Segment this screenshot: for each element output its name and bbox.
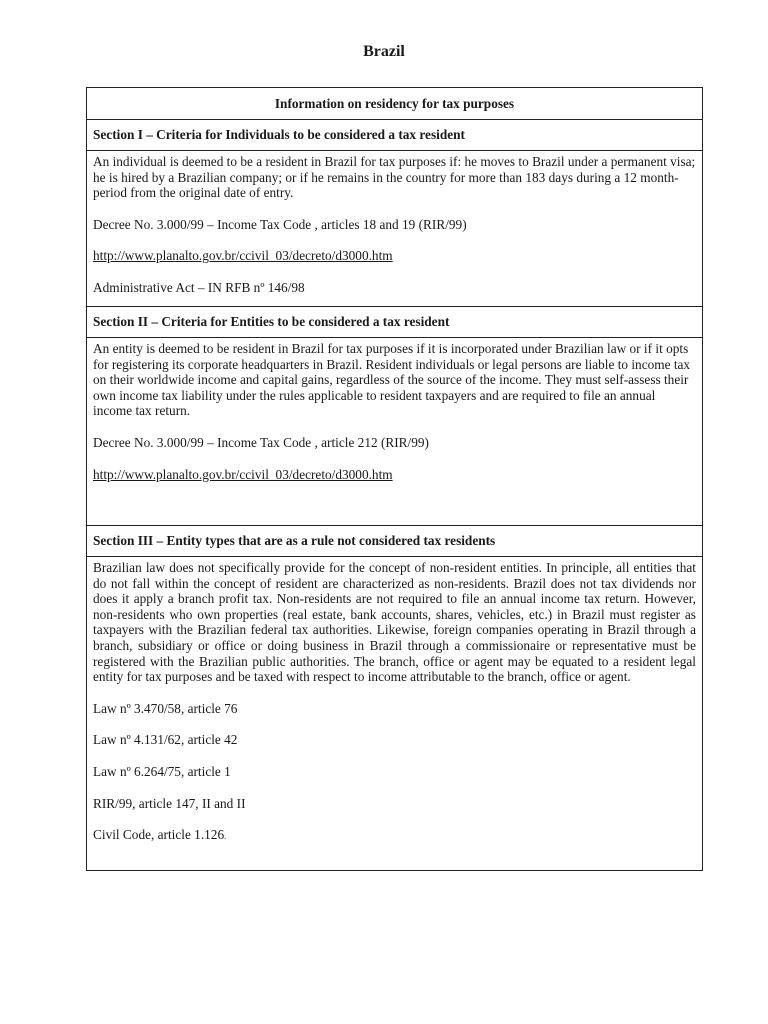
section-2-text: An entity is deemed to be resident in Brazil for tax purposes if it is incorporated under Brazilian law or if it opts for registering its corporate headquarters in Brazil. Resident individuals or legal persons are liable to income tax on their worldwide income and capital gains, regardless of the source of the income. They must self-assess their own income tax liability under the rules applicable to resident taxpayers and are required to file an annual income tax return. xyxy=(93,341,691,419)
section-3-ref-rir: RIR/99, article 147, II and II xyxy=(93,795,246,811)
section-1-ref-decree: Decree No. 3.000/99 – Income Tax Code , articles 18 and 19 (RIR/99) xyxy=(93,216,467,232)
section-3-body xyxy=(87,556,702,870)
section-2-heading: Section II – Criteria for Entities to be considered a tax resident xyxy=(87,306,702,337)
section-2-link[interactable]: http://www.planalto.gov.br/ccivil_03/decreto/d3000.htm xyxy=(93,466,393,482)
section-3-heading: Section III – Entity types that are as a rule not considered tax residents xyxy=(87,525,702,556)
civil-code-text: Civil Code, article 1.126 xyxy=(93,827,225,843)
table-header: Information on residency for tax purposes xyxy=(274,96,515,111)
section-2-body xyxy=(87,337,702,525)
page-title: Brazil xyxy=(363,43,405,60)
section-1-link[interactable]: http://www.planalto.gov.br/ccivil_03/decreto/d3000.htm xyxy=(93,248,393,264)
civil-code-trailing-dot: . xyxy=(224,832,227,842)
section-3-ref-civil-code xyxy=(93,827,696,845)
section-2-ref-decree: Decree No. 3.000/99 – Income Tax Code , article 212 (RIR/99) xyxy=(93,434,429,450)
section-1-text: An individual is deemed to be a resident in Brazil for tax purposes if: he moves to Brazil under a permanent visa; he is hired by a Brazilian company; or if he remains in the country for more than 183 days during a 12 month-period from the original date of entry. xyxy=(93,154,696,201)
section-1-heading: Section I – Criteria for Individuals to be considered a tax resident xyxy=(87,119,702,150)
residency-table xyxy=(86,87,703,871)
section-3-ref-law-3: Law nº 6.264/75, article 1 xyxy=(93,763,231,779)
section-3-ref-law-1: Law nº 3.470/58, article 76 xyxy=(93,700,238,716)
section-3-text: Brazilian law does not specifically provide for the concept of non-resident entities. In principle, all entities that do not fall within the concept of resident are characterized as non-residents. Brazil does not tax dividends nor does it apply a branch profit tax. Non-residents are not required to file an annual income tax return. However, non-residents who own properties (real estate, bank accounts, shares, vehicles, etc.) in Brazil must register as taxpayers with the Brazilian federal tax authorities. Likewise, foreign companies operating in Brazil through a branch, subsidiary or office or doing business in Brazil through a commissionaire or representative must be registered with the Brazilian public authorities. The branch, office or agent may be equated to a resident legal entity for tax purposes and be taxed with respect to income attributable to the branch, office or agent. xyxy=(93,560,696,685)
section-3-ref-law-2: Law nº 4.131/62, article 42 xyxy=(93,732,238,748)
section-1-ref-admin-act: Administrative Act – IN RFB nº 146/98 xyxy=(93,279,305,295)
section-1-body xyxy=(87,150,702,306)
